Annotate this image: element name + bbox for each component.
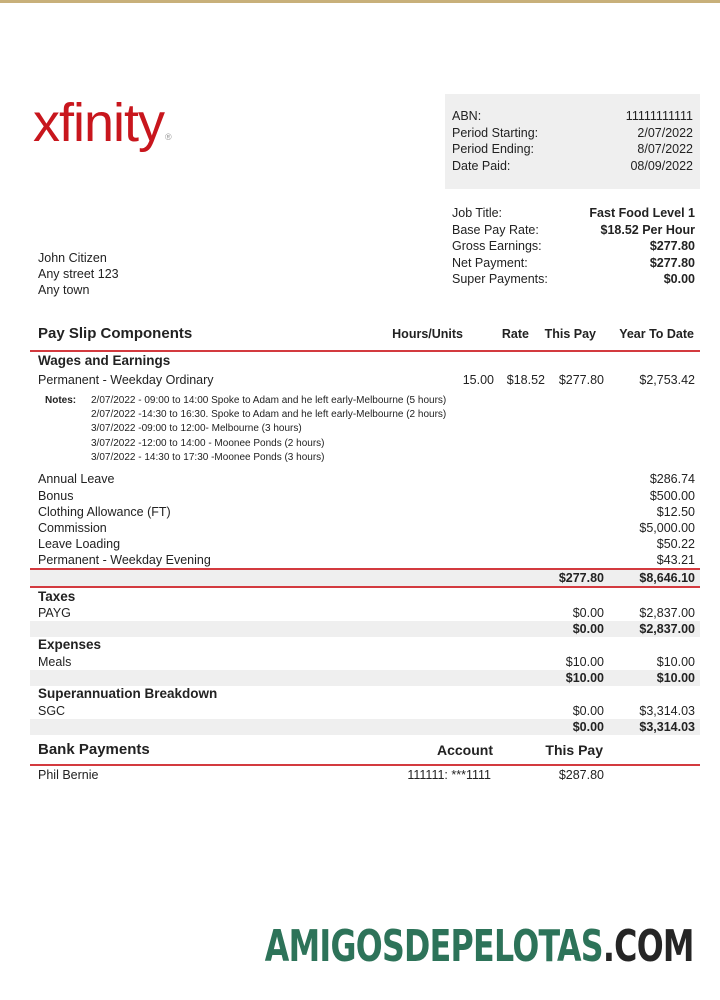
registered-mark: ®	[165, 132, 171, 142]
bank-header-this-pay: This Pay	[545, 742, 603, 758]
date-paid-row	[452, 158, 693, 175]
period-start-label: Period Starting:	[452, 125, 539, 140]
bank-row	[30, 767, 700, 783]
expense-row-meals	[30, 654, 700, 670]
bank-title: Bank Payments	[38, 741, 150, 758]
wage-ytd: $2,753.42	[639, 373, 695, 387]
earning-row-bonus	[30, 488, 700, 504]
abn-value: 11111111111	[625, 109, 693, 123]
tax-ytd: $2,837.00	[639, 606, 695, 620]
super-payments-value: $0.00	[663, 272, 695, 286]
bank-divider	[30, 764, 700, 766]
base-pay-rate-row	[452, 222, 695, 239]
date-paid-value: 08/09/2022	[630, 158, 693, 173]
earning-ytd: $43.21	[656, 553, 695, 567]
employee-street: Any street 123	[38, 267, 119, 281]
super-total-row	[30, 719, 700, 735]
period-end-row	[452, 141, 693, 158]
note-item: 3/07/2022 -12:00 to 14:00 - Moonee Ponds (2 hours)	[91, 437, 325, 449]
earning-ytd: $50.22	[656, 537, 695, 551]
tax-label: PAYG	[38, 606, 71, 620]
earning-label: Clothing Allowance (FT)	[38, 505, 171, 519]
gross-earnings-row	[452, 238, 695, 255]
employee-name: John Citizen	[38, 251, 107, 265]
header-ytd: Year To Date	[619, 327, 694, 341]
bank-payee: Phil Bernie	[38, 768, 99, 782]
watermark	[265, 921, 694, 972]
earning-label: Permanent - Weekday Evening	[38, 553, 211, 567]
wage-this-pay: $277.80	[558, 373, 604, 387]
watermark-main: AMIGOSDEPELOTAS	[265, 921, 604, 972]
earning-row-annual-leave	[30, 471, 700, 487]
components-header	[38, 325, 700, 342]
net-payment-value: $277.80	[649, 255, 695, 270]
super-total-this-pay: $0.00	[572, 720, 604, 734]
wage-rate: $18.52	[506, 373, 545, 387]
date-paid-label: Date Paid:	[452, 158, 511, 173]
super-this-pay: $0.00	[572, 704, 604, 718]
earning-ytd: $286.74	[649, 472, 695, 486]
wages-total-bottom-line	[30, 586, 700, 588]
header-this-pay: This Pay	[544, 327, 596, 341]
header-rate: Rate	[501, 327, 529, 341]
taxes-total-row	[30, 621, 700, 637]
header-divider	[30, 350, 700, 352]
expenses-title: Expenses	[38, 637, 102, 652]
job-title-label: Job Title:	[452, 206, 503, 220]
watermark-tld: .COM	[603, 921, 694, 972]
wage-label: Permanent - Weekday Ordinary	[38, 373, 214, 387]
notes-label: Notes:	[45, 395, 77, 406]
super-label: SGC	[38, 704, 66, 718]
logo-text: xfinity	[33, 93, 165, 153]
gross-earnings-label: Gross Earnings:	[452, 239, 542, 253]
components-title: Pay Slip Components	[38, 325, 193, 342]
earning-row-commission	[30, 520, 700, 536]
tax-row-payg	[30, 605, 700, 621]
bank-header-account: Account	[437, 742, 493, 758]
super-payments-label: Super Payments:	[452, 272, 548, 286]
notes-list	[91, 394, 511, 465]
note-item: 3/07/2022 - 14:30 to 17:30 -Moonee Ponds (3 hours)	[91, 451, 325, 463]
employee-address	[38, 250, 119, 298]
earning-ytd: $500.00	[649, 488, 695, 503]
expense-label: Meals	[38, 655, 72, 669]
net-payment-label: Net Payment:	[452, 255, 528, 270]
note-item: 2/07/2022 - 09:00 to 14:00 Spoke to Adam and he left early-Melbourne (5 hours)	[91, 395, 447, 406]
note-item: 3/07/2022 -09:00 to 12:00- Melbourne (3 hours)	[91, 423, 302, 435]
job-title-row	[452, 205, 695, 222]
earning-label: Annual Leave	[38, 472, 115, 486]
earning-label: Leave Loading	[38, 537, 121, 551]
job-info	[452, 205, 695, 288]
net-payment-row	[452, 255, 695, 272]
earning-row-evening	[30, 552, 700, 568]
wage-row-ordinary	[30, 372, 700, 388]
top-border	[0, 0, 720, 3]
header-hours: Hours/Units	[392, 327, 463, 341]
payslip-info-box	[445, 94, 700, 189]
note-item: 2/07/2022 -14:30 to 16:30. Spoke to Adam and he left early-Melbourne (2 hours)	[91, 409, 447, 421]
earning-ytd: $5,000.00	[639, 521, 695, 535]
tax-this-pay: $0.00	[572, 606, 604, 620]
expense-ytd: $10.00	[656, 655, 695, 669]
employee-town: Any town	[38, 283, 90, 297]
super-total-ytd: $3,314.03	[639, 720, 695, 734]
super-title: Superannuation Breakdown	[38, 686, 218, 701]
taxes-title: Taxes	[38, 589, 76, 604]
expenses-total-row	[30, 670, 700, 686]
wages-total-row	[30, 570, 700, 586]
base-pay-rate-label: Base Pay Rate:	[452, 222, 539, 237]
earning-label: Commission	[38, 521, 107, 535]
super-row-sgc	[30, 703, 700, 719]
wages-title: Wages and Earnings	[38, 353, 171, 368]
bank-this-pay: $287.80	[558, 768, 604, 782]
wage-hours: 15.00	[462, 373, 494, 387]
super-payments-row	[452, 271, 695, 288]
taxes-total-this-pay: $0.00	[572, 622, 604, 636]
base-pay-rate-value: $18.52 Per Hour	[600, 222, 695, 237]
expenses-total-ytd: $10.00	[656, 671, 695, 685]
abn-row	[452, 108, 693, 125]
expense-this-pay: $10.00	[565, 655, 604, 669]
wages-total-ytd: $8,646.10	[639, 571, 695, 585]
taxes-total-ytd: $2,837.00	[639, 622, 695, 636]
period-end-value: 8/07/2022	[637, 142, 693, 156]
period-start-row	[452, 125, 693, 142]
period-start-value: 2/07/2022	[637, 125, 693, 140]
super-ytd: $3,314.03	[639, 704, 695, 718]
earning-row-clothing	[30, 504, 700, 520]
period-end-label: Period Ending:	[452, 142, 535, 156]
earning-ytd: $12.50	[656, 505, 695, 519]
expenses-total-this-pay: $10.00	[565, 671, 604, 685]
abn-label: ABN:	[452, 109, 482, 123]
gross-earnings-value: $277.80	[649, 239, 695, 253]
xfinity-logo	[33, 93, 171, 153]
bank-account: 111111: ***1111	[407, 768, 491, 782]
earning-label: Bonus	[38, 488, 74, 503]
job-title-value: Fast Food Level 1	[589, 206, 695, 220]
earning-row-leave-loading	[30, 536, 700, 552]
wages-total-this-pay: $277.80	[558, 571, 604, 585]
